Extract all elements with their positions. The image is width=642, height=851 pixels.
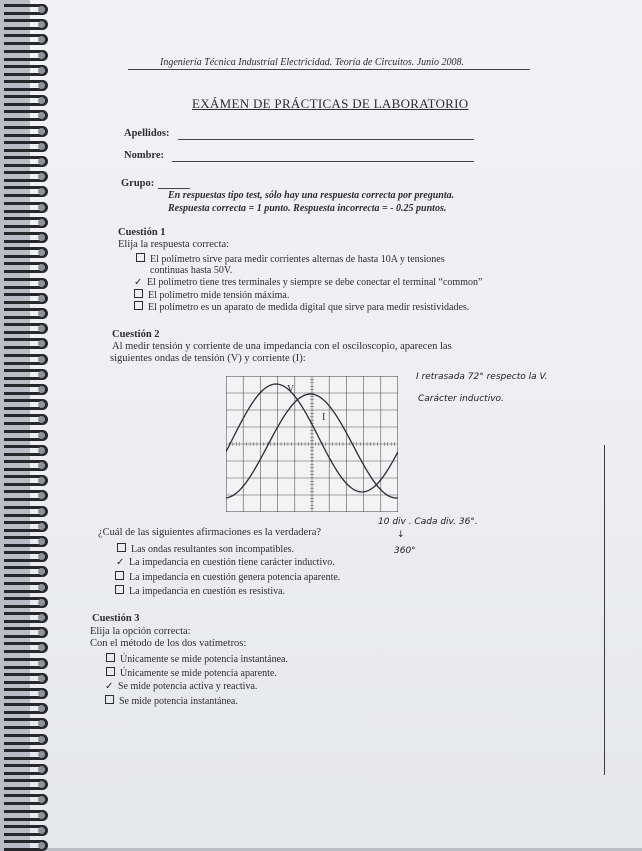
punch-hole xyxy=(38,766,45,773)
handwritten-note-1: I retrasada 72° respecto la V. xyxy=(416,372,548,382)
punch-hole xyxy=(38,219,45,226)
punch-hole xyxy=(38,386,45,393)
q3-title: Cuestión 3 xyxy=(92,613,140,624)
q2-option-1[interactable] xyxy=(117,543,294,555)
punch-hole xyxy=(38,827,45,834)
checkbox-empty[interactable] xyxy=(134,289,143,298)
checkbox-empty[interactable] xyxy=(115,571,124,580)
punch-hole xyxy=(38,280,45,287)
q1-option-2-text: El polímetro tiene tres terminales y siempre se debe conectar el terminal “common” xyxy=(147,277,483,288)
q2-prompt-1: Al medir tensión y corriente de una impedancia con el osciloscopio, aparecen las xyxy=(112,341,452,352)
q3-option-1-text: Únicamente se mide potencia instantánea. xyxy=(120,654,288,665)
q2-option-2[interactable] xyxy=(116,557,335,568)
q1-option-1-text: El polímetro sirve para medir corrientes alternas de hasta 10A y tensiones xyxy=(150,254,445,265)
q1-option-3-text: El polímetro mide tensión máxima. xyxy=(148,290,290,301)
punch-hole xyxy=(38,447,45,454)
q1-option-3[interactable] xyxy=(134,289,289,301)
q1-option-1-cont: continuas hasta 50V. xyxy=(150,265,233,276)
q3-option-4-text: Se mide potencia instantánea. xyxy=(119,696,238,707)
handwritten-calc-1: 10 div . Cada div. 36°. xyxy=(378,517,478,527)
checkbox-empty[interactable] xyxy=(136,253,145,262)
punch-hole xyxy=(38,751,45,758)
checkbox-empty[interactable] xyxy=(115,585,124,594)
punch-hole xyxy=(38,310,45,317)
punch-hole xyxy=(38,128,45,135)
q3-option-2[interactable] xyxy=(106,667,277,679)
spiral-binding xyxy=(0,0,48,848)
scoring-note-1: En respuestas tipo test, sólo hay una respuesta correcta por pregunta. xyxy=(168,190,455,201)
voltage-label: V xyxy=(287,384,295,395)
punch-hole xyxy=(38,158,45,165)
handwritten-note-2: Carácter inductivo. xyxy=(418,394,504,404)
q2-prompt-2: siguientes ondas de tensión (V) y corriente (I): xyxy=(110,353,306,364)
checkbox-empty[interactable] xyxy=(117,543,126,552)
handwritten-arrow: ↓ xyxy=(397,530,405,540)
q2-title: Cuestión 2 xyxy=(112,329,160,340)
checkmark-icon: ✓ xyxy=(105,681,114,692)
current-label: I xyxy=(322,412,326,423)
checkbox-empty[interactable] xyxy=(134,301,143,310)
punch-hole xyxy=(38,538,45,545)
punch-hole xyxy=(38,675,45,682)
q3-option-3[interactable] xyxy=(105,681,257,692)
q3-option-4[interactable] xyxy=(105,695,238,707)
punch-hole xyxy=(38,295,45,302)
handwritten-calc-2: 360° xyxy=(394,546,416,556)
punch-hole xyxy=(38,736,45,743)
q1-prompt: Elija la respuesta correcta: xyxy=(118,239,230,250)
q1-option-4[interactable] xyxy=(134,301,469,313)
punch-hole xyxy=(38,52,45,59)
checkbox-empty[interactable] xyxy=(105,695,114,704)
punch-hole xyxy=(38,371,45,378)
q2-option-2-text: La impedancia en cuestión tiene carácter inductivo. xyxy=(129,557,335,568)
q1-title: Cuestión 1 xyxy=(118,227,166,238)
punch-hole xyxy=(38,523,45,530)
margin-pen-line xyxy=(604,445,605,775)
q3-option-1[interactable] xyxy=(106,653,288,665)
nombre-field[interactable] xyxy=(172,161,474,162)
punch-hole xyxy=(38,462,45,469)
punch-hole xyxy=(38,143,45,150)
grupo-label: Grupo: xyxy=(121,178,155,189)
scoring-note-2: Respuesta correcta = 1 punto. Respuesta incorrecta = - 0.25 puntos. xyxy=(168,203,447,214)
punch-hole xyxy=(38,508,45,515)
punch-hole xyxy=(38,82,45,89)
q2-option-4-text: La impedancia en cuestión es resistiva. xyxy=(129,586,286,597)
punch-hole xyxy=(38,812,45,819)
punch-hole xyxy=(38,660,45,667)
q2-option-3-text: La impedancia en cuestión genera potencia aparente. xyxy=(129,572,341,583)
apellidos-label: Apellidos: xyxy=(124,128,170,139)
q3-prompt-2: Con el método de los dos vatímetros: xyxy=(90,638,247,649)
q1-option-4-text: El polímetro es un aparato de medida digital que sirve para medir resistividades. xyxy=(148,302,470,313)
punch-hole xyxy=(38,204,45,211)
q3-option-2-text: Únicamente se mide potencia aparente. xyxy=(120,668,277,679)
checkmark-icon: ✓ xyxy=(134,277,143,288)
q2-question: ¿Cuál de las siguientes afirmaciones es la verdadera? xyxy=(98,527,322,538)
punch-hole xyxy=(38,599,45,606)
q2-option-3[interactable] xyxy=(115,571,340,583)
punch-hole xyxy=(38,432,45,439)
punch-hole xyxy=(38,6,45,13)
punch-hole xyxy=(38,234,45,241)
q2-option-1-text: Las ondas resultantes son incompatibles. xyxy=(131,544,295,555)
q1-option-2[interactable] xyxy=(134,277,482,288)
q2-option-4[interactable] xyxy=(115,585,285,597)
exam-title: EXÁMEN DE PRÁCTICAS DE LABORATORIO xyxy=(192,96,469,111)
checkmark-icon: ✓ xyxy=(116,557,125,568)
oscilloscope-waveform xyxy=(226,376,398,512)
nombre-label: Nombre: xyxy=(124,150,165,161)
punch-hole xyxy=(38,67,45,74)
grupo-field[interactable] xyxy=(158,188,190,189)
checkbox-empty[interactable] xyxy=(106,653,115,662)
punch-hole xyxy=(38,356,45,363)
q3-option-3-text: Se mide potencia activa y reactiva. xyxy=(118,681,258,692)
checkbox-empty[interactable] xyxy=(106,667,115,676)
punch-hole xyxy=(38,614,45,621)
q3-prompt-1: Elija la opción correcta: xyxy=(90,626,191,637)
apellidos-field[interactable] xyxy=(178,139,474,140)
page-header: Ingeniería Técnica Industrial Electricidad. Teoría de Circuitos. Junio 2008. xyxy=(160,57,464,68)
punch-hole xyxy=(38,690,45,697)
punch-hole xyxy=(38,584,45,591)
header-rule xyxy=(128,69,530,70)
q1-option-1[interactable] xyxy=(136,253,445,265)
